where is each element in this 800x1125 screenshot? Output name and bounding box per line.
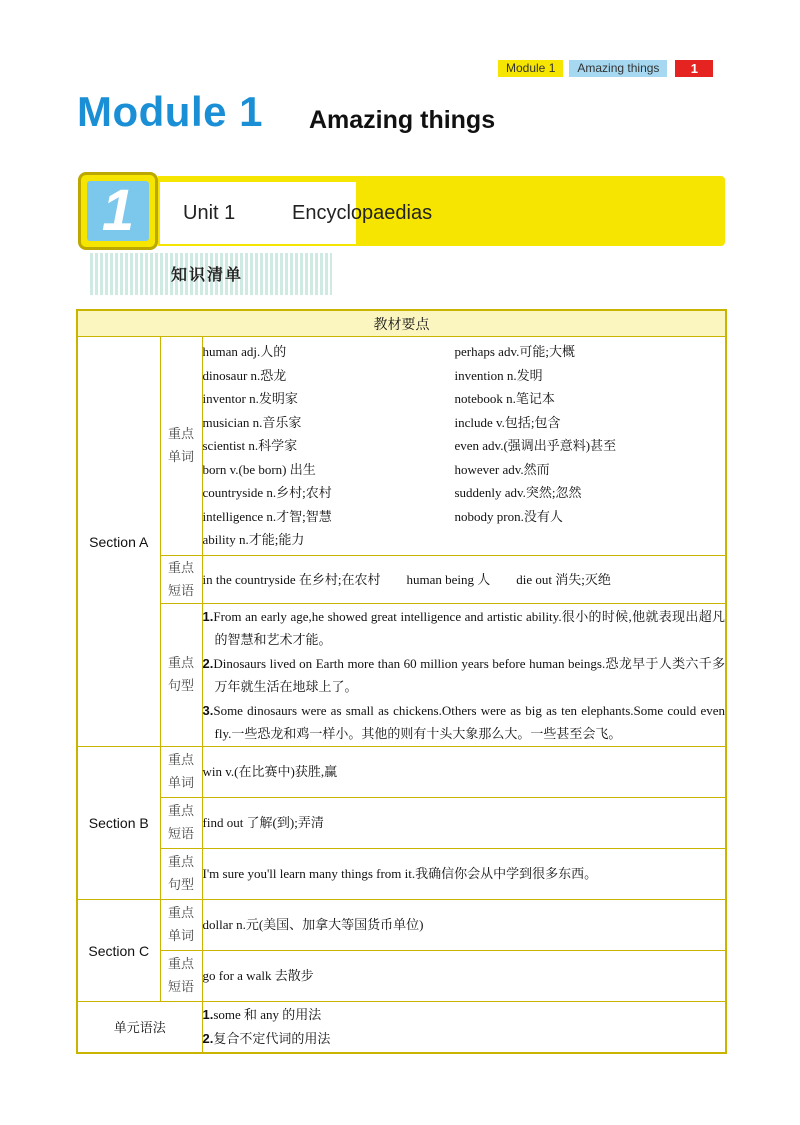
page-number: 1 [675,60,713,77]
grammar-item: 1.some 和 any 的用法 [202,1007,322,1023]
vocab-item: nobody pron.没有人 [454,508,563,524]
vocab-item: invention n.发明 [454,367,543,383]
sentence-item: 3.Some dinosaurs were as small as chickens.Others were as big as ten elephants.Some could even fly.一些恐龙和鸡一样小。其他的则有十头大象那么大。一些甚至会飞。 [202,702,726,741]
vocab-cell: win v.(在比赛中)获胜,赢 [202,747,726,798]
category-phrases: 重点 短语 [160,556,202,604]
vocab-item: dinosaur n.恐龙 [202,367,287,383]
vocab-item: inventor n.发明家 [202,391,298,407]
category-words: 重点 单词 [160,337,202,556]
vocab-item: however adv.然而 [454,461,550,477]
knowledge-label: 知识清单 [171,265,244,284]
key-points-table [76,309,727,1054]
category-sentences: 重点 句型 [160,849,202,900]
section-label-a: Section A [77,337,160,747]
category-words: 重点 单词 [160,747,202,798]
vocab-left-column [203,340,455,552]
sentences-cell [202,604,726,747]
running-header [498,60,713,77]
section-label-c: Section C [77,900,160,1002]
unit-name: Encyclopaedias [292,202,433,224]
vocab-item: suddenly adv.突然;忽然 [454,485,582,501]
unit-badge [78,172,158,250]
module-subtitle: Amazing things [309,106,496,134]
table-header: 教材要点 [77,310,726,337]
vocab-item: perhaps adv.可能;大概 [454,344,575,360]
vocab-item: intelligence n.才智;智慧 [202,508,332,524]
vocab-item: notebook n.笔记本 [454,391,555,407]
vocab-item: ability n.才能;能力 [202,532,305,548]
vocab-item: human adj.人的 [202,344,287,360]
vocab-item: scientist n.科学家 [202,438,298,454]
category-words: 重点 单词 [160,900,202,951]
category-phrases: 重点 短语 [160,951,202,1002]
vocab-item: include v.包括;包含 [454,414,561,430]
section-label-b: Section B [77,747,160,900]
vocab-cell [202,337,726,556]
module-title: Module 1 [77,88,264,135]
unit-banner [78,172,725,250]
vocab-right-column [455,340,726,552]
title-tag: Amazing things [569,60,667,77]
phrases-cell: find out 了解(到);弄清 [202,798,726,849]
grammar-label: 单元语法 [77,1002,202,1053]
phrases-cell: in the countryside 在乡村;在农村 human being 人 die out 消失;灭绝 [202,556,726,604]
phrases-cell: go for a walk 去散步 [202,951,726,1002]
unit-label: Unit 1 [183,202,236,224]
vocab-item: born v.(be born) 出生 [202,461,316,477]
category-sentences: 重点 句型 [160,604,202,747]
category-phrases: 重点 短语 [160,798,202,849]
sentence-item: 1.From an early age,he showed great intelligence and artistic ability.很小的时候,他就表现出超凡的智慧和艺术才能。 [202,608,726,647]
vocab-cell: dollar n.元(美国、加拿大等国货币单位) [202,900,726,951]
sentences-cell: I'm sure you'll learn many things from it.我确信你会从中学到很多东西。 [202,849,726,900]
vocab-item: musician n.音乐家 [202,414,302,430]
grammar-item: 2.复合不定代词的用法 [202,1030,331,1046]
unit-badge-number: 1 [101,178,135,243]
sentence-item: 2.Dinosaurs lived on Earth more than 60 million years before human beings.恐龙早于人类六千多万年就生活在地球上了。 [202,655,726,694]
vocab-item: even adv.(强调出乎意料)甚至 [454,438,617,454]
vocab-item: countryside n.乡村;农村 [202,485,332,501]
grammar-cell [202,1002,726,1053]
module-tag: Module 1 [498,60,563,77]
